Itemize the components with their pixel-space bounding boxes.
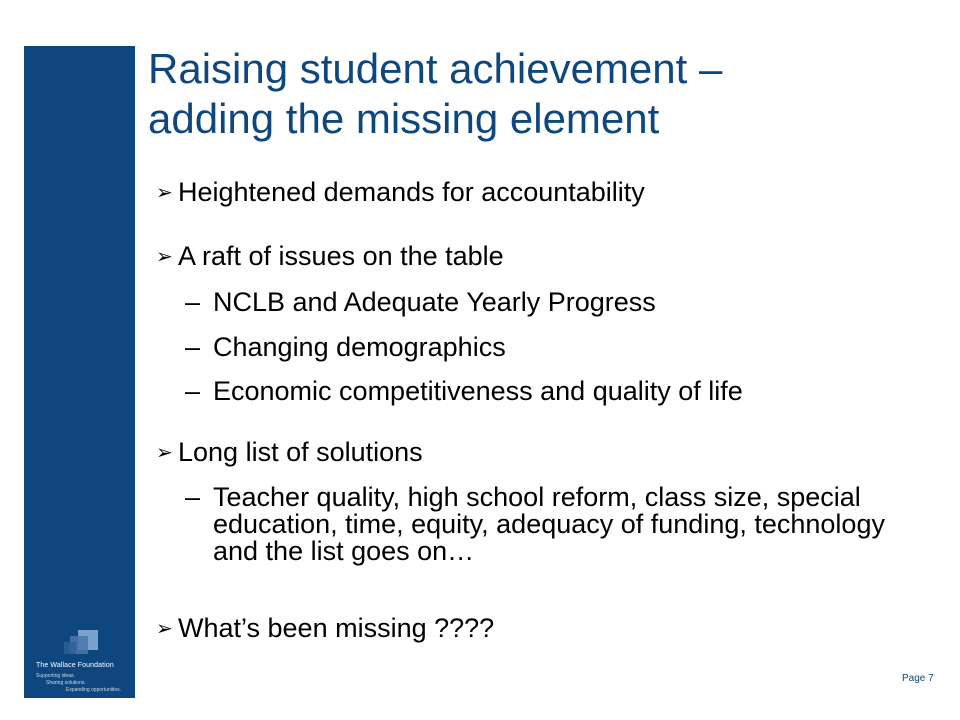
sidebar-band bbox=[24, 46, 135, 698]
wallace-foundation-logo bbox=[36, 630, 132, 694]
sub-bullet-text: NCLB and Adequate Yearly Progress bbox=[213, 287, 656, 317]
arrow-bullet-icon: ➢ bbox=[156, 618, 173, 640]
slide-title bbox=[148, 44, 938, 144]
slide-title-line-2: adding the missing element bbox=[148, 95, 660, 142]
logo-mark-icon bbox=[64, 630, 98, 656]
dash-bullet: – bbox=[185, 482, 201, 512]
sub-bullet-item bbox=[185, 289, 656, 316]
logo-name: The Wallace Foundation bbox=[36, 662, 114, 669]
bullet-text: A raft of issues on the table bbox=[178, 241, 504, 271]
sub-bullet-item bbox=[185, 484, 915, 565]
bullet-item bbox=[156, 240, 504, 273]
logo-tagline-1: Supporting ideas. bbox=[36, 673, 75, 679]
sub-bullet-item bbox=[185, 334, 506, 361]
dash-bullet: – bbox=[185, 376, 201, 406]
arrow-bullet-icon: ➢ bbox=[156, 442, 173, 464]
sub-bullet-item bbox=[185, 378, 743, 405]
bullet-text: Heightened demands for accountability bbox=[178, 177, 645, 207]
sub-bullet-text: Economic competitiveness and quality of life bbox=[213, 376, 743, 406]
arrow-bullet-icon: ➢ bbox=[156, 246, 173, 268]
slide-title-line-1: Raising student achievement – bbox=[148, 45, 723, 92]
bullet-text: Long list of solutions bbox=[178, 437, 423, 467]
bullet-item bbox=[156, 612, 494, 645]
sub-bullet-text: Teacher quality, high school reform, class size, special education, time, equity, adequacy of funding, technology and the list goes on… bbox=[213, 482, 885, 566]
sub-bullet-text: Changing demographics bbox=[213, 332, 506, 362]
bullet-text: What’s been missing ???? bbox=[178, 613, 495, 643]
dash-bullet: – bbox=[185, 287, 201, 317]
logo-tagline-3: Expanding opportunities. bbox=[66, 687, 122, 693]
bullet-item bbox=[156, 436, 423, 469]
bullet-item bbox=[156, 176, 645, 209]
arrow-bullet-icon: ➢ bbox=[156, 182, 173, 204]
dash-bullet: – bbox=[185, 332, 201, 362]
logo-tagline-2: Sharing solutions. bbox=[46, 680, 86, 686]
page-number: Page 7 bbox=[902, 673, 934, 684]
